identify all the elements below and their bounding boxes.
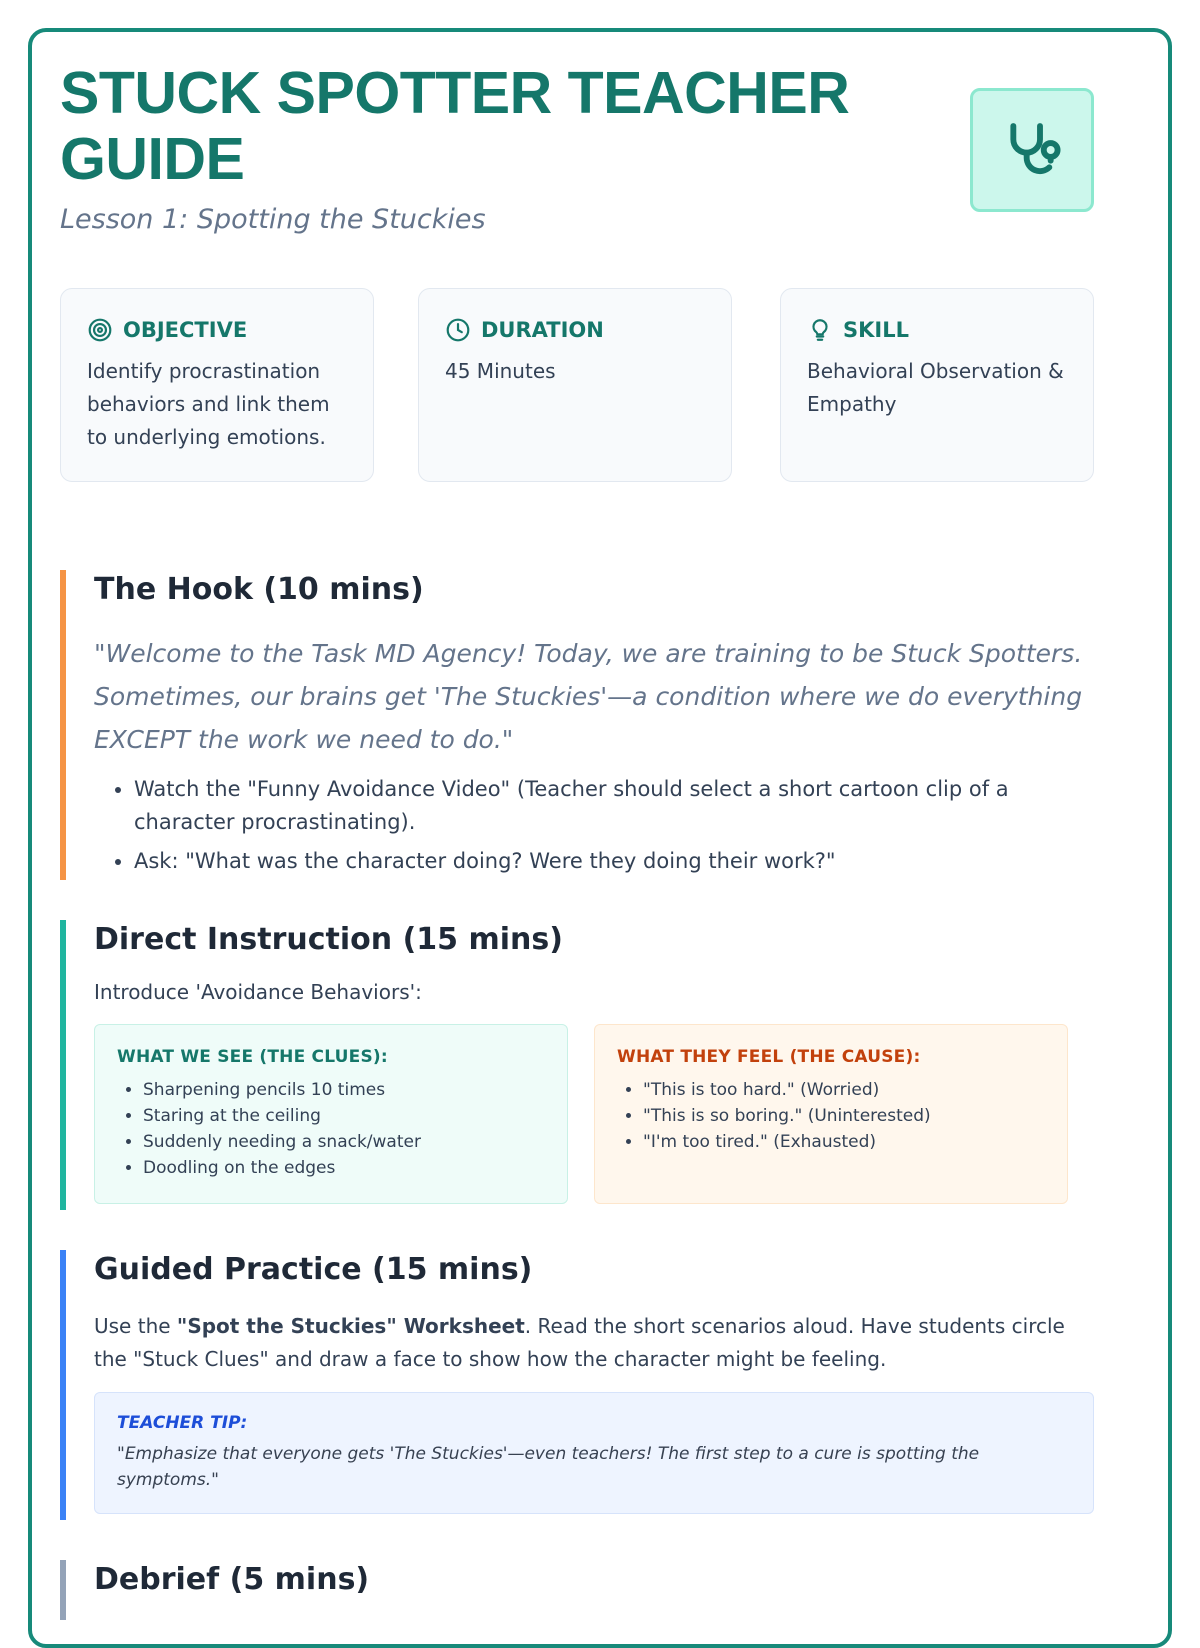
clock-icon bbox=[445, 317, 471, 343]
practice-text-start: Use the bbox=[94, 1314, 177, 1338]
skill-label: SKILL bbox=[843, 318, 909, 342]
instruction-accent-bar bbox=[60, 920, 66, 1210]
teacher-tip bbox=[94, 1392, 1094, 1514]
objective-card bbox=[60, 288, 374, 482]
list-item: • Watch the "Funny Avoidance Video" (Teacher should select a short cartoon clip of a character procrastinating). bbox=[134, 773, 1094, 839]
debrief-section bbox=[60, 1560, 1094, 1620]
list-item: • "This is so boring." (Uninterested) bbox=[643, 1103, 1045, 1129]
page-title: STUCK SPOTTER TEACHER GUIDE bbox=[60, 60, 850, 192]
causes-heading: WHAT THEY FEEL (THE CAUSE): bbox=[617, 1047, 921, 1067]
list-item: • Suddenly needing a snack/water bbox=[143, 1129, 545, 1155]
list-item: • Staring at the ceiling bbox=[143, 1103, 545, 1129]
debrief-accent-bar bbox=[60, 1560, 66, 1620]
skill-text: Behavioral Observation & Empathy bbox=[807, 359, 1064, 416]
page-subtitle: Lesson 1: Spotting the Stuckies bbox=[60, 204, 486, 235]
instruction-title: Direct Instruction (15 mins) bbox=[94, 922, 563, 957]
teacher-tip-text: "Emphasize that everyone gets 'The Stuckies'—even teachers! The first step to a cure is spotting the symptoms." bbox=[117, 1444, 980, 1490]
worksheet-name: "Spot the Stuckies" Worksheet bbox=[176, 1314, 525, 1338]
logo-badge bbox=[970, 88, 1094, 212]
clues-panel bbox=[94, 1024, 568, 1204]
hook-section bbox=[60, 570, 1094, 880]
duration-text: 45 Minutes bbox=[445, 359, 556, 383]
instruction-section bbox=[60, 920, 1094, 1210]
teacher-tip-label: TEACHER TIP: bbox=[117, 1413, 248, 1433]
hook-accent-bar bbox=[60, 570, 66, 880]
hook-title: The Hook (10 mins) bbox=[94, 572, 424, 607]
practice-title: Guided Practice (15 mins) bbox=[94, 1252, 533, 1287]
practice-text bbox=[94, 1310, 1094, 1376]
objective-text: Identify procrastination behaviors and link them to underlying emotions. bbox=[87, 359, 330, 449]
instruction-intro: Introduce 'Avoidance Behaviors': bbox=[94, 980, 422, 1004]
debrief-title: Debrief (5 mins) bbox=[94, 1562, 370, 1597]
lightbulb-icon bbox=[807, 317, 833, 343]
clues-heading: WHAT WE SEE (THE CLUES): bbox=[117, 1047, 388, 1067]
causes-panel bbox=[594, 1024, 1068, 1204]
list-item: • Ask: "What was the character doing? Were they doing their work?" bbox=[134, 845, 1094, 878]
duration-label: DURATION bbox=[481, 318, 604, 342]
target-icon bbox=[87, 317, 113, 343]
practice-section bbox=[60, 1250, 1094, 1520]
list-item: • "I'm too tired." (Exhausted) bbox=[643, 1129, 1045, 1155]
clues-causes-panels bbox=[94, 1024, 1094, 1204]
list-item: • Sharpening pencils 10 times bbox=[143, 1077, 545, 1103]
duration-card bbox=[418, 288, 732, 482]
hook-list bbox=[94, 773, 1094, 878]
clues-list bbox=[117, 1077, 545, 1181]
causes-list bbox=[617, 1077, 1045, 1155]
stethoscope-icon bbox=[1000, 118, 1064, 182]
list-item: • Doodling on the edges bbox=[143, 1155, 545, 1181]
hook-quote: "Welcome to the Task MD Agency! Today, we are training to be Stuck Spotters. Sometimes, our brains get 'The Stuckies'—a condition where we do everything EXCEPT the work we need to do." bbox=[94, 639, 1083, 754]
practice-accent-bar bbox=[60, 1250, 66, 1520]
lesson-info-cards bbox=[60, 288, 1094, 482]
objective-label: OBJECTIVE bbox=[123, 318, 248, 342]
list-item: • "This is too hard." (Worried) bbox=[643, 1077, 1045, 1103]
practice-text-end: . Read the short scenarios aloud. Have students circle the "Stuck Clues" and draw a face to show how the character might be feeling. bbox=[94, 1314, 1065, 1371]
skill-card bbox=[780, 288, 1094, 482]
guide-header bbox=[60, 60, 1094, 235]
